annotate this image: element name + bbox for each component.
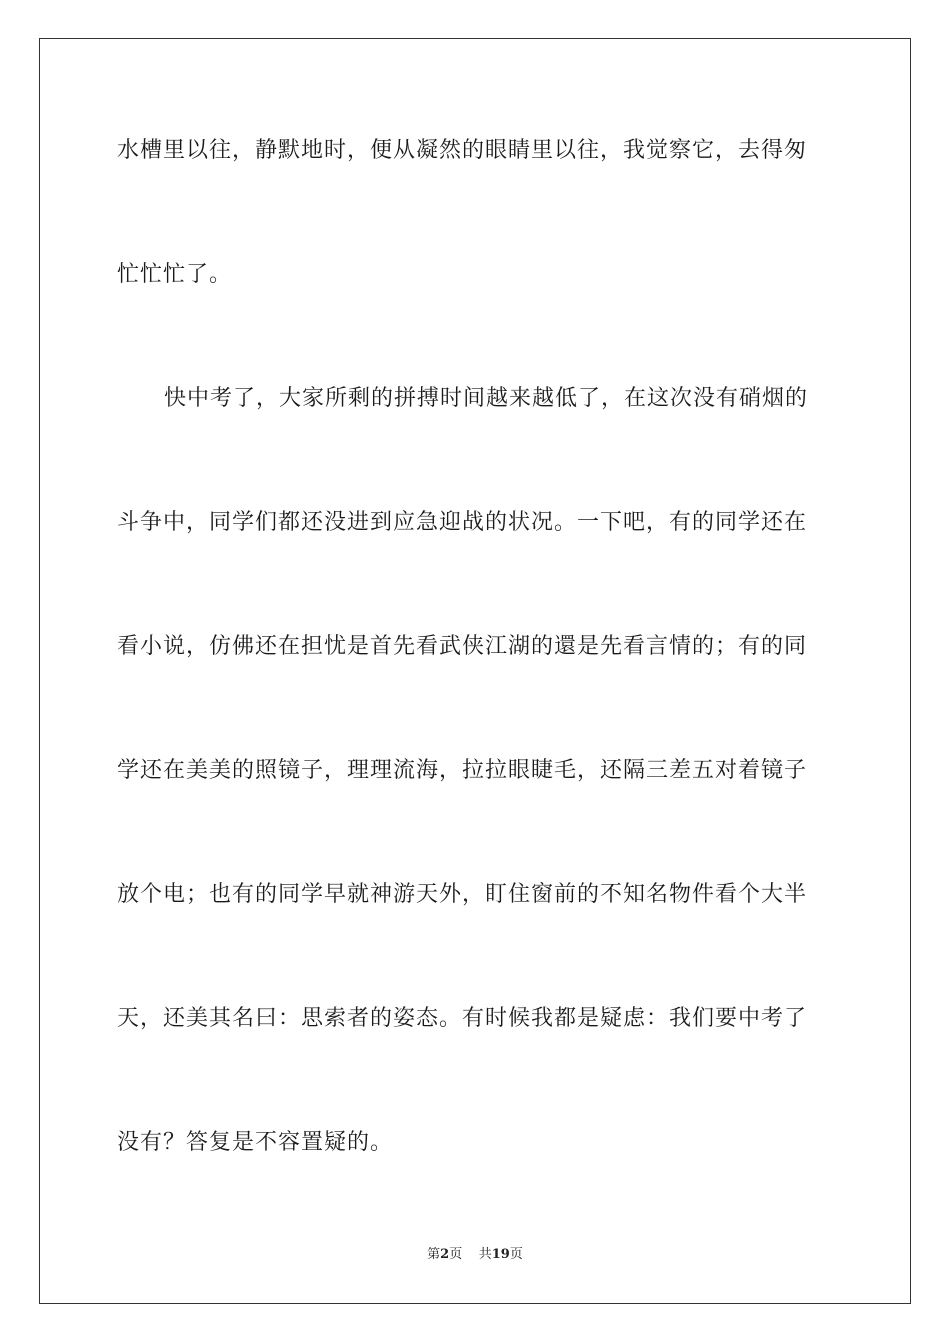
page-suffix: 页 [449,1247,463,1262]
total-prefix: 共 [478,1247,492,1262]
body-line-7: 放个电；也有的同学早就神游天外，盯住窗前的不知名物件看个大半 [117,882,808,907]
body-line-1: 水槽里以往，静默地时，便从凝然的眼睛里以往，我觉察它，去得匆 [117,138,808,163]
page-prefix: 第 [427,1247,441,1262]
body-line-5: 看小说，仿佛还在担忧是首先看武侠江湖的還是先看言情的；有的同 [117,634,808,659]
page-number: 2 [440,1247,450,1262]
page-footer [0,1246,950,1264]
total-pages: 19 [491,1247,510,1262]
body-line-3: 快中考了，大家所剩的拼搏时间越来越低了，在这次没有硝烟的 [164,386,809,411]
body-line-4: 斗争中，同学们都还没进到应急迎战的状况。一下吧，有的同学还在 [117,510,808,535]
body-line-6: 学还在美美的照镜子，理理流海，拉拉眼睫毛，还隔三差五对着镜子 [117,758,808,783]
body-line-2: 忙忙忙了。 [117,262,233,287]
page-border [39,38,911,1304]
body-line-8: 天，还美其名曰：思索者的姿态。有时候我都是疑虑：我们要中考了 [117,1006,808,1031]
total-suffix: 页 [509,1247,523,1262]
body-line-9: 没有？答复是不容置疑的。 [117,1130,394,1155]
